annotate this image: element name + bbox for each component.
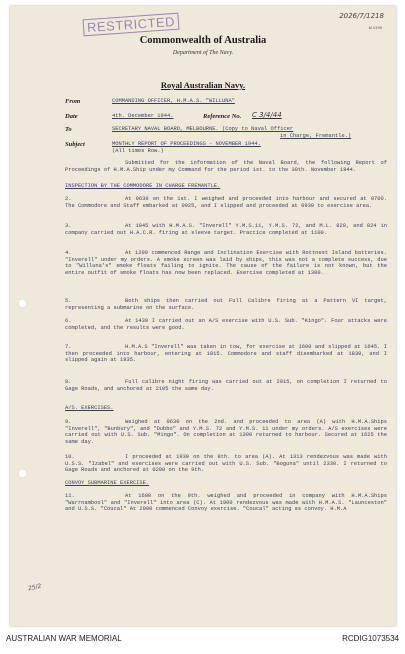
subject-value: MONTHLY REPORT OF PROCEEDINGS - NOVEMBER 1944. — [112, 141, 261, 147]
punch-hole — [18, 299, 27, 308]
department: Department of The Navy. — [172, 50, 234, 56]
paragraph-number: 7. — [65, 344, 72, 350]
paragraph-number: 6. — [65, 318, 72, 324]
navy-heading: Royal Australian Navy. — [160, 80, 246, 90]
paragraph: At 1045 with H.M.A.S. "Inverell" Y.M.S.11, Y.M.S. 72, and M.L. 820, and 824 in company carried out H.A.C.R. firing at sleeve target. Practice completed at 1100. — [65, 223, 387, 236]
paragraph: At 1600 on the 9th. weighed and proceeded in company with H.M.A.Ships "Warrnambool" and "Inverell" into area (C). At 1900 rendezvous was made with H.M.A.S. "Launceston" and U.S.S. "Coucal" At 2000 commenced Convoy exercise. "Coucal" acting as convoy. H.M.A — [65, 493, 387, 513]
document-title: Commonwealth of Australia — [139, 35, 267, 46]
section-heading-inspection: INSPECTION BY THE COMMODORE IN CHARGE FREMANTLE. — [65, 183, 221, 189]
paragraph-number: 3. — [65, 223, 72, 229]
footer-credit: AUSTRALIAN WAR MEMORIAL — [6, 634, 122, 643]
paragraph-number: 4. — [65, 250, 72, 256]
reference-label: Reference No. — [203, 113, 242, 120]
subject-label: Subject — [65, 141, 85, 148]
reference-value: C 3/4/44 — [252, 111, 282, 119]
archive-reference-small: M.0199 — [368, 25, 382, 30]
paragraph: At 1430 I carried out an A/S exercise with U.S. Sub. "Kingo". Four attacks were completed, and the results were good. — [65, 318, 387, 331]
paragraph: Weighed at 0630 on the 2nd. and proceeded to area (A) with H.M.A.Ships "Inverell", "Bunbury", and "Dubbo" and Y.M.S. 72 and Y.M.S. 11 under my orders. A/S exercises were carried out with U.S. Sub. "Mingo". On completion at 1300 returned to harbour. Secured at 1625 the same day. — [65, 419, 387, 445]
archive-reference: 2026/7/1218 — [339, 12, 384, 20]
date-label: Date — [65, 113, 78, 120]
to-value-continued: in Charge, Fremantle.) — [280, 133, 352, 139]
paragraph: H.M.A.S "Inverell" was taken in tow, for exercise at 1600 and slipped at 1645. I then proceeded into harbour, entering at 1815. Commodore and staff disembarked at 1830, and I slipped again at 1835. — [65, 344, 387, 364]
footer-catalogue-id: RCDIG1073534 — [342, 634, 399, 643]
paragraph: Both ships then carried out Full Calibre firing at a Pattern VI target, representing a submarine on the surface. — [65, 298, 387, 311]
handwritten-page-number: 25/2 — [27, 582, 43, 593]
paragraph-number: 8. — [65, 379, 72, 385]
document-page — [10, 6, 396, 626]
punch-hole — [18, 469, 27, 478]
paragraph-number: 2. — [65, 196, 72, 202]
paragraph-number: 5. — [65, 298, 72, 304]
paragraph-number: 10. — [65, 454, 75, 460]
paragraph: At 0630 on the 1st. I weighed and proceeded into harbour and secured at 0700. The Commodore and Staff embarked at 0925, and I slipped and proceeded at 0930 to exercise area. — [65, 196, 387, 209]
date-value: 4th. December 1944. — [112, 113, 174, 119]
intro-paragraph: Submitted for the information of the Naval Board, the following Report of Proceedings of H.M.A.Ship under my Command for the period 1st. to the 30th. November 1944. — [65, 160, 387, 173]
to-value: SECRETARY NAVAL BOARD, MELBOURNE. (Copy to Naval Officer — [112, 126, 294, 132]
from-label: From — [65, 98, 81, 105]
paragraph: At 1200 commenced Range and Inclination Exercise with Rottnest Island batteries. "Inverell" under my orders. A smoke screen was laid by ships, this was not a complete success, due to "Willuna's" smoke floats failing to ignite. The cause of the failure is not known, but the entire outfit of smoke floats has now been replaced. Exercise completed at 1300. — [65, 250, 387, 276]
section-heading-convoy: CONVOY SUBMARINE EXERCISE. — [65, 480, 150, 486]
paragraph-number: 11. — [65, 493, 75, 499]
from-value: COMMANDING OFFICER, H.M.A.S. "WILLUNA" — [112, 98, 235, 104]
paragraph-number: 9. — [65, 419, 72, 425]
restricted-stamp: RESTRICTED — [83, 13, 180, 37]
subject-value-continued: (All times Row.) — [112, 148, 164, 154]
to-label: To — [65, 126, 72, 133]
paragraph: I proceeded at 1930 on the 8th. to area (A). At 1313 rendezvous was made with U.S.S. "Izabel" and exercises were carried out with U.S. Sub. "Boguna" until 2330. I returned to Gage Roads and anchored at 0200 on the 9th. — [65, 454, 387, 474]
section-heading-as-exercises: A/S. EXERCISES. — [65, 405, 114, 411]
paragraph: Full calibre night firing was carried out at 2015, on completion I returned to Gage Roads, and anchored at 2105 the same day. — [65, 379, 387, 392]
